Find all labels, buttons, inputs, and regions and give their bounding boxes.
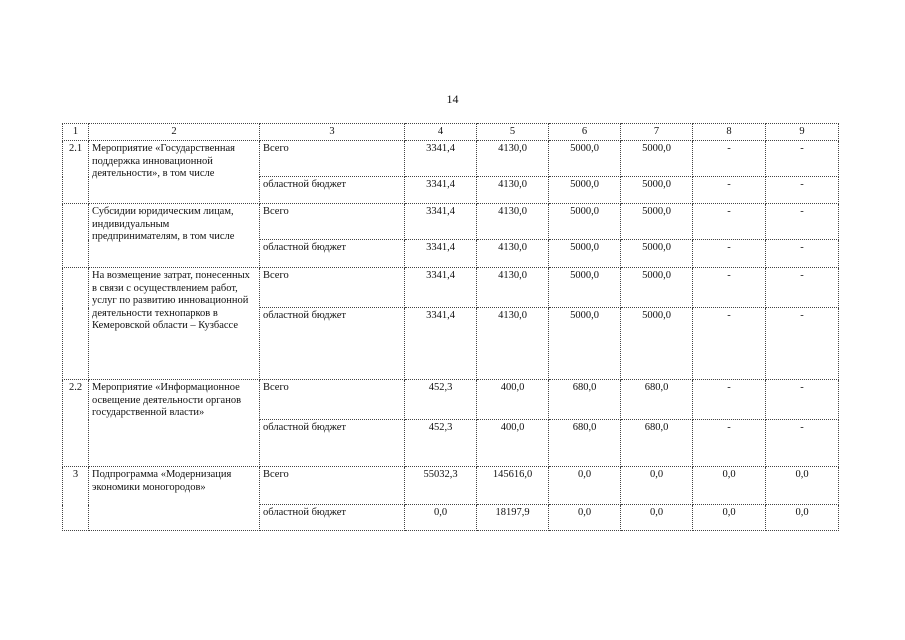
value-cell: - (766, 177, 839, 204)
value-cell: 3341,4 (405, 308, 477, 380)
value-cell: 0,0 (693, 467, 766, 505)
table-row (63, 467, 839, 505)
value-cell: - (766, 420, 839, 467)
value-cell: - (766, 240, 839, 268)
row-number: 2.1 (63, 141, 89, 204)
funding-source: Всего (260, 141, 405, 177)
value-cell: 0,0 (693, 505, 766, 531)
value-cell: 400,0 (477, 420, 549, 467)
value-cell: 4130,0 (477, 204, 549, 240)
value-cell: - (693, 380, 766, 420)
funding-source: областной бюджет (260, 505, 405, 531)
value-cell: 3341,4 (405, 268, 477, 308)
row-name: На возмещение затрат, понесенных в связи с осуществлением работ, услуг по развитию инновационной деятельности технопарков в Кемеровской области – Кузбассе (89, 268, 260, 380)
value-cell: 680,0 (549, 380, 621, 420)
value-cell: 0,0 (549, 467, 621, 505)
header-cell: 4 (405, 124, 477, 141)
row-name: Мероприятие «Государственная поддержка инновационной деятельности», в том числе (89, 141, 260, 204)
table-row (63, 268, 839, 308)
value-cell: 400,0 (477, 380, 549, 420)
table-row (63, 141, 839, 177)
row-number: 2.2 (63, 380, 89, 467)
value-cell: 4130,0 (477, 177, 549, 204)
header-cell: 2 (89, 124, 260, 141)
value-cell: 5000,0 (621, 268, 693, 308)
value-cell: - (766, 141, 839, 177)
value-cell: 5000,0 (621, 240, 693, 268)
funding-source: областной бюджет (260, 308, 405, 380)
table-row (63, 380, 839, 420)
value-cell: 5000,0 (621, 308, 693, 380)
value-cell: 0,0 (621, 467, 693, 505)
value-cell: 5000,0 (549, 204, 621, 240)
value-cell: 145616,0 (477, 467, 549, 505)
value-cell: 452,3 (405, 380, 477, 420)
row-number (63, 204, 89, 268)
funding-source: Всего (260, 268, 405, 308)
value-cell: 3341,4 (405, 177, 477, 204)
value-cell: 18197,9 (477, 505, 549, 531)
funding-source: Всего (260, 204, 405, 240)
value-cell: - (693, 420, 766, 467)
value-cell: 680,0 (621, 420, 693, 467)
value-cell: - (766, 308, 839, 380)
value-cell: - (693, 268, 766, 308)
header-cell: 3 (260, 124, 405, 141)
value-cell: 5000,0 (621, 141, 693, 177)
funding-source: Всего (260, 467, 405, 505)
value-cell: 680,0 (549, 420, 621, 467)
value-cell: - (693, 177, 766, 204)
value-cell: - (693, 204, 766, 240)
page-number: 14 (446, 92, 459, 106)
value-cell: 5000,0 (549, 268, 621, 308)
funding-source: областной бюджет (260, 240, 405, 268)
budget-table (62, 123, 839, 531)
value-cell: 3341,4 (405, 204, 477, 240)
header-cell: 5 (477, 124, 549, 141)
value-cell: 3341,4 (405, 240, 477, 268)
value-cell: 5000,0 (621, 204, 693, 240)
value-cell: 5000,0 (549, 141, 621, 177)
row-number (63, 268, 89, 380)
value-cell: 55032,3 (405, 467, 477, 505)
row-number: 3 (63, 467, 89, 531)
value-cell: 0,0 (405, 505, 477, 531)
funding-source: Всего (260, 380, 405, 420)
value-cell: 4130,0 (477, 240, 549, 268)
value-cell: - (766, 268, 839, 308)
value-cell: 452,3 (405, 420, 477, 467)
value-cell: 5000,0 (549, 308, 621, 380)
funding-source: областной бюджет (260, 177, 405, 204)
row-name: Субсидии юридическим лицам, индивидуальным предпринимателям, в том числе (89, 204, 260, 268)
header-cell: 8 (693, 124, 766, 141)
row-name: Подпрограмма «Модернизация экономики моногородов» (89, 467, 260, 531)
table-row (63, 204, 839, 240)
row-name: Мероприятие «Информационное освещение деятельности органов государственной власти» (89, 380, 260, 467)
value-cell: 5000,0 (549, 240, 621, 268)
header-cell: 7 (621, 124, 693, 141)
header-cell: 6 (549, 124, 621, 141)
value-cell: 4130,0 (477, 308, 549, 380)
value-cell: 0,0 (766, 505, 839, 531)
value-cell: 0,0 (766, 467, 839, 505)
value-cell: - (766, 204, 839, 240)
value-cell: 3341,4 (405, 141, 477, 177)
value-cell: 4130,0 (477, 268, 549, 308)
value-cell: - (766, 380, 839, 420)
header-cell: 1 (63, 124, 89, 141)
value-cell: 5000,0 (549, 177, 621, 204)
value-cell: 4130,0 (477, 141, 549, 177)
value-cell: 0,0 (549, 505, 621, 531)
value-cell: 5000,0 (621, 177, 693, 204)
header-row (63, 124, 839, 141)
value-cell: 0,0 (621, 505, 693, 531)
value-cell: - (693, 308, 766, 380)
funding-source: областной бюджет (260, 420, 405, 467)
value-cell: - (693, 240, 766, 268)
value-cell: 680,0 (621, 380, 693, 420)
value-cell: - (693, 141, 766, 177)
header-cell: 9 (766, 124, 839, 141)
